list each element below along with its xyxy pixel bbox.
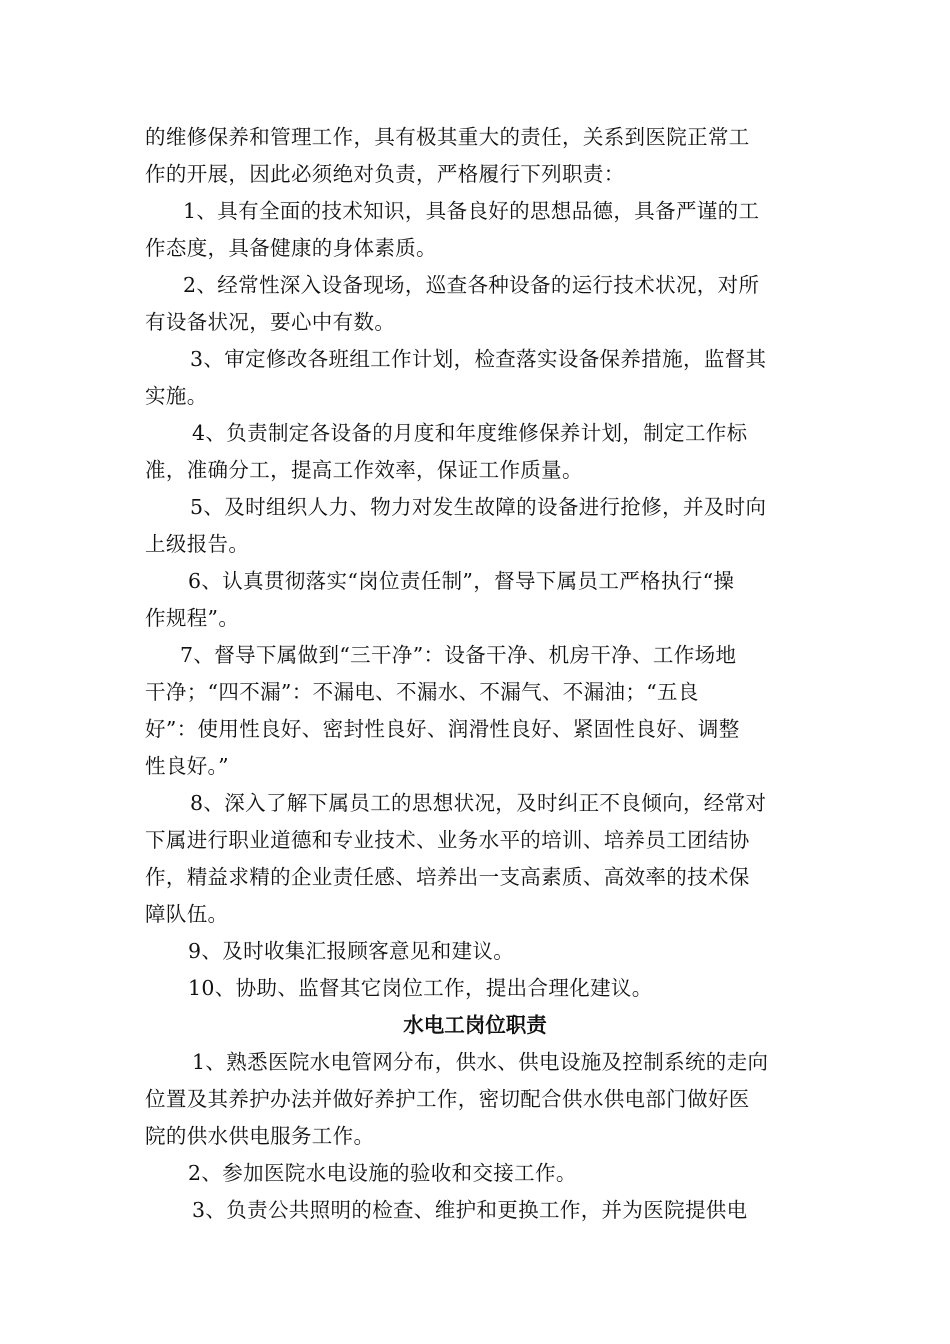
item-8-line: 8、深入了解下属员工的思想状况，及时纠正不良倾向，经常对 xyxy=(190,791,767,815)
section-item-1-line: 1、熟悉医院水电管网分布，供水、供电设施及控制系统的走向 xyxy=(192,1050,769,1074)
section-item-1-line: 院的供水供电服务工作。 xyxy=(145,1124,375,1148)
item-4-line: 4、负责制定各设备的月度和年度维修保养计划，制定工作标 xyxy=(192,421,748,445)
paragraph-line: 作的开展，因此必须绝对负责，严格履行下列职责： xyxy=(145,162,625,186)
item-9-line: 9、及时收集汇报顾客意见和建议。 xyxy=(188,939,515,963)
item-2-line: 有设备状况，要心中有数。 xyxy=(145,310,396,334)
item-5-line: 上级报告。 xyxy=(145,532,250,556)
section-item-1-line: 位置及其养护办法并做好养护工作，密切配合供水供电部门做好医 xyxy=(145,1087,750,1111)
item-2-line: 2、经常性深入设备现场，巡查各种设备的运行技术状况，对所 xyxy=(183,273,760,297)
item-3-line: 3、审定修改各班组工作计划，检查落实设备保养措施，监督其 xyxy=(190,347,767,371)
item-10-line: 10、协助、监督其它岗位工作，提出合理化建议。 xyxy=(188,976,653,1000)
item-5-line: 5、及时组织人力、物力对发生故障的设备进行抢修，并及时向 xyxy=(190,495,767,519)
item-7-line: 好”：使用性良好、密封性良好、润滑性良好、紧固性良好、调整 xyxy=(145,717,740,741)
item-4-line: 准，准确分工，提高工作效率，保证工作质量。 xyxy=(145,458,583,482)
item-6-line: 作规程”。 xyxy=(145,606,240,630)
item-8-line: 障队伍。 xyxy=(145,902,229,926)
item-3-line: 实施。 xyxy=(145,384,208,408)
item-7-line: 干净；“四不漏”：不漏电、不漏水、不漏气、不漏油；“五良 xyxy=(145,680,699,704)
section-item-2-line: 2、参加医院水电设施的验收和交接工作。 xyxy=(188,1161,577,1185)
paragraph-line: 的维修保养和管理工作，具有极其重大的责任，关系到医院正常工 xyxy=(145,125,750,149)
item-1-line: 作态度，具备健康的身体素质。 xyxy=(145,236,437,260)
section-title: 水电工岗位职责 xyxy=(403,1013,547,1037)
section-item-3-line: 3、负责公共照明的检查、维护和更换工作，并为医院提供电 xyxy=(192,1198,748,1222)
item-1-line: 1、具有全面的技术知识，具备良好的思想品德，具备严谨的工 xyxy=(183,199,760,223)
item-6-line: 6、认真贯彻落实“岗位责任制”，督导下属员工严格执行“操 xyxy=(188,569,735,593)
item-7-line: 性良好。” xyxy=(145,754,229,778)
item-8-line: 下属进行职业道德和专业技术、业务水平的培训、培养员工团结协 xyxy=(145,828,750,852)
item-8-line: 作，精益求精的企业责任感、培养出一支高素质、高效率的技术保 xyxy=(145,865,750,889)
item-7-line: 7、督导下属做到“三干净”：设备干净、机房干净、工作场地 xyxy=(180,643,737,667)
